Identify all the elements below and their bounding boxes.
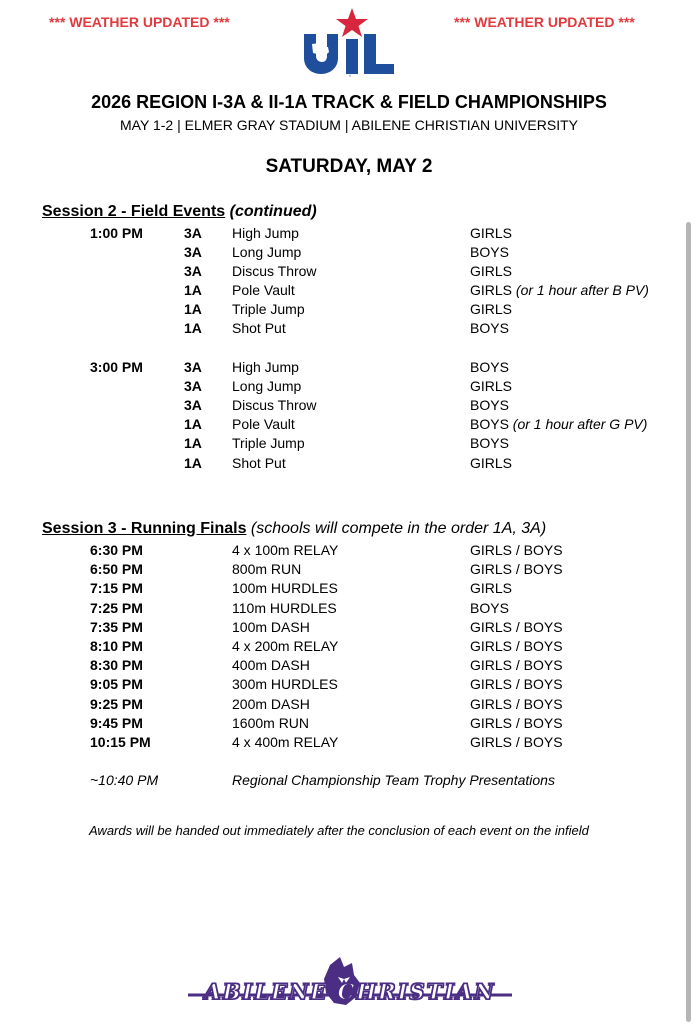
row-class: 1A [184,416,202,432]
row-event: High Jump [232,359,299,375]
table-row [0,560,698,579]
table-row [0,415,698,434]
table-row [0,675,698,694]
row-time: 8:30 PM [90,657,143,673]
row-gender-label: GIRLS [470,282,513,298]
trophy-presentation-text: Regional Championship Team Trophy Presentations [232,772,555,788]
row-gender-note: (or 1 hour after G PV) [512,416,648,432]
row-event: High Jump [232,225,299,241]
table-row [0,377,698,396]
row-event: Long Jump [232,378,302,394]
row-class: 1A [184,301,202,317]
abilene-christian-logo [180,955,520,1017]
row-gender [470,262,512,281]
session-3-heading [42,520,546,538]
row-gender: GIRLS / BOYS [470,734,563,750]
row-time: 6:50 PM [90,561,143,577]
table-row [0,319,698,338]
row-gender [470,377,512,396]
row-event: 800m RUN [232,561,302,577]
row-gender-label: BOYS [470,435,509,451]
row-gender: GIRLS / BOYS [470,676,563,692]
row-gender [470,281,649,300]
row-event: Pole Vault [232,416,295,432]
row-class: 1A [184,320,202,336]
row-time: 9:45 PM [90,715,143,731]
row-class: 1A [184,455,202,471]
row-class: 1A [184,282,202,298]
row-gender-label: GIRLS [470,455,513,471]
row-gender-label: BOYS [470,416,509,432]
table-row [0,733,698,752]
row-time: 9:05 PM [90,676,143,692]
table-row [0,579,698,598]
table-row [0,618,698,637]
row-time: 7:25 PM [90,600,143,616]
table-row [0,224,698,243]
scrollbar[interactable] [686,222,691,1022]
row-time: 8:10 PM [90,638,143,654]
row-gender-label: GIRLS [470,225,513,241]
row-class: 3A [184,225,202,241]
table-row [0,541,698,560]
row-class: 3A [184,397,202,413]
row-gender-label: BOYS [470,397,509,413]
row-class: 3A [184,378,202,394]
row-event: 4 x 200m RELAY [232,638,339,654]
table-row [0,637,698,656]
row-time: 9:25 PM [90,696,143,712]
table-row [0,358,698,377]
table-row [0,695,698,714]
row-time: 6:30 PM [90,542,143,558]
session-2-heading [42,203,317,221]
row-gender [470,243,509,262]
session-2-title: Session 2 - Field Events [42,203,226,220]
table-row [0,396,698,415]
row-gender [470,415,647,434]
weather-updated-right: *** WEATHER UPDATED *** [454,14,635,30]
row-gender: GIRLS [470,580,513,596]
weather-updated-left: *** WEATHER UPDATED *** [49,14,230,30]
page-title: 2026 REGION I-3A & II-1A TRACK & FIELD CHAMPIONSHIPS [91,92,607,112]
row-class: 3A [184,244,202,260]
svg-text:®: ® [348,74,352,78]
row-gender [470,396,509,415]
table-row [0,281,698,300]
row-gender-label: BOYS [470,320,509,336]
session-3-note: (schools will compete in the order 1A, 3A) [250,520,547,537]
row-time: 10:15 PM [90,734,151,750]
row-event: Shot Put [232,455,286,471]
row-class: 3A [184,359,202,375]
row-gender: GIRLS / BOYS [470,561,563,577]
table-row [0,300,698,319]
row-gender-label: GIRLS [470,301,513,317]
row-gender [470,434,509,453]
session-2-note: (continued) [229,203,317,220]
table-row [0,599,698,618]
row-time: 7:35 PM [90,619,143,635]
row-gender [470,224,512,243]
row-event: Triple Jump [232,301,305,317]
row-event: 200m DASH [232,696,310,712]
row-event: 300m HURDLES [232,676,338,692]
row-gender: GIRLS / BOYS [470,657,563,673]
trophy-time: ~10:40 PM [90,772,159,788]
row-gender [470,300,512,319]
session-3-title: Session 3 - Running Finals [42,520,247,537]
page-subtitle: MAY 1-2 | ELMER GRAY STADIUM | ABILENE CHRISTIAN UNIVERSITY [120,117,578,133]
row-gender-note: (or 1 hour after B PV) [515,282,649,298]
row-gender: GIRLS / BOYS [470,542,563,558]
row-event: 100m DASH [232,619,310,635]
row-gender: BOYS [470,600,509,616]
row-event: Pole Vault [232,282,295,298]
row-event: Discus Throw [232,397,317,413]
row-class: 1A [184,435,202,451]
table-row [0,262,698,281]
row-event: Triple Jump [232,435,305,451]
table-row [0,454,698,473]
row-gender: GIRLS / BOYS [470,619,563,635]
row-gender [470,454,512,473]
row-gender-label: GIRLS [470,263,513,279]
row-event: 110m HURDLES [232,600,337,616]
awards-note: Awards will be handed out immediately after the conclusion of each event on the infield [89,823,589,838]
row-gender-label: BOYS [470,244,509,260]
row-time: 3:00 PM [90,359,143,375]
row-gender: GIRLS / BOYS [470,696,563,712]
table-row [0,656,698,675]
row-event: 1600m RUN [232,715,310,731]
table-row [0,714,698,733]
row-event: 4 x 400m RELAY [232,734,339,750]
abilene-christian-wordmark: ABILENE CHRISTIAN [204,979,496,1004]
row-event: Long Jump [232,244,302,260]
uil-logo [300,6,400,78]
row-class: 3A [184,263,202,279]
row-gender-label: GIRLS [470,378,513,394]
table-row [0,434,698,453]
row-time: 7:15 PM [90,580,143,596]
day-heading: SATURDAY, MAY 2 [265,156,433,177]
table-row [0,243,698,262]
row-gender-label: BOYS [470,359,509,375]
row-gender: GIRLS / BOYS [470,715,563,731]
row-event: 4 x 100m RELAY [232,542,339,558]
row-event: 100m HURDLES [232,580,338,596]
row-event: Discus Throw [232,263,317,279]
row-event: 400m DASH [232,657,310,673]
row-time: 1:00 PM [90,225,143,241]
row-gender: GIRLS / BOYS [470,638,563,654]
row-gender [470,358,509,377]
row-gender [470,319,509,338]
row-event: Shot Put [232,320,286,336]
